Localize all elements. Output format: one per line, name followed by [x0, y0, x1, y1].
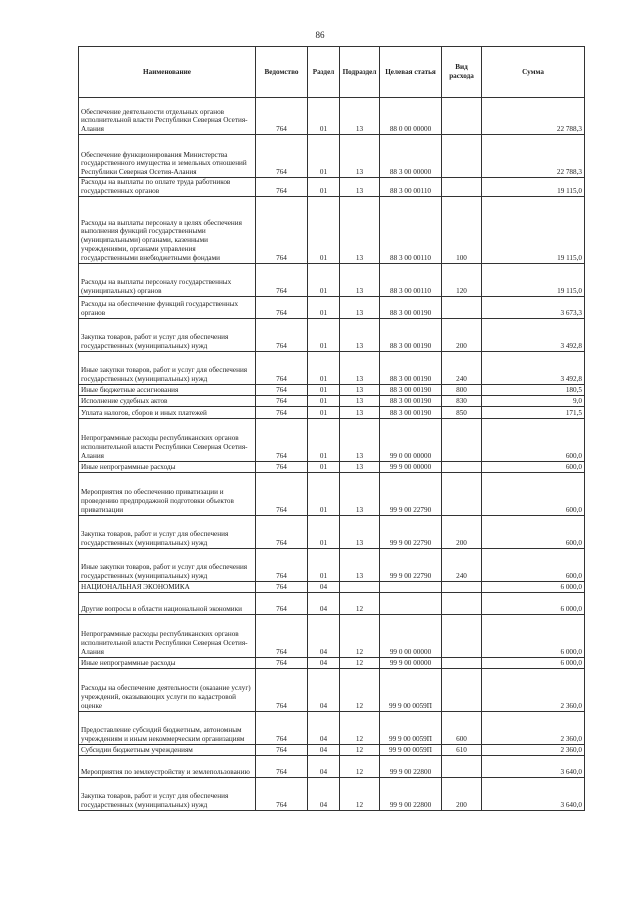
row-podrazdel: 13 — [340, 263, 380, 296]
row-vedomstvo: 764 — [256, 755, 308, 777]
row-podrazdel — [340, 581, 380, 592]
row-expense-type: 100 — [442, 196, 482, 263]
page-number: 86 — [315, 30, 325, 40]
row-sum: 6 000,0 — [482, 614, 585, 657]
row-sum: 171,5 — [482, 406, 585, 418]
row-target-article: 88 3 00 00190 — [380, 406, 442, 418]
row-name: Исполнение судебных актов — [79, 395, 256, 406]
header-podrazdel: Подраздел — [340, 47, 380, 98]
row-vedomstvo: 764 — [256, 711, 308, 744]
table-row — [79, 711, 585, 744]
row-razdel: 04 — [308, 744, 340, 755]
row-razdel: 01 — [308, 395, 340, 406]
row-target-article: 88 3 00 00110 — [380, 263, 442, 296]
table-row — [79, 614, 585, 657]
row-sum: 9,0 — [482, 395, 585, 406]
row-target-article: 88 0 00 00000 — [380, 98, 442, 135]
row-razdel: 01 — [308, 461, 340, 472]
row-target-article: 99 9 00 22790 — [380, 548, 442, 581]
row-name: Иные непрограммные расходы — [79, 657, 256, 668]
row-podrazdel: 12 — [340, 744, 380, 755]
row-razdel: 01 — [308, 196, 340, 263]
table-row — [79, 406, 585, 418]
row-expense-type — [442, 657, 482, 668]
row-vedomstvo: 764 — [256, 263, 308, 296]
row-sum: 6 000,0 — [482, 657, 585, 668]
table-row — [79, 755, 585, 777]
row-name: Закупка товаров, работ и услуг для обеспечения государственных (муниципальных) нужд — [79, 515, 256, 548]
row-podrazdel: 12 — [340, 777, 380, 810]
row-target-article — [380, 592, 442, 614]
row-podrazdel: 13 — [340, 135, 380, 178]
row-sum: 19 115,0 — [482, 263, 585, 296]
row-razdel: 01 — [308, 296, 340, 318]
row-name: Непрограммные расходы республиканских органов исполнительной власти Республики Северная Осетия-Алания — [79, 614, 256, 657]
row-podrazdel: 13 — [340, 548, 380, 581]
table-row — [79, 592, 585, 614]
table-row — [79, 744, 585, 755]
row-razdel: 04 — [308, 614, 340, 657]
row-podrazdel: 12 — [340, 592, 380, 614]
table-header-row — [79, 47, 585, 98]
row-razdel: 04 — [308, 581, 340, 592]
row-expense-type — [442, 418, 482, 461]
row-sum: 2 360,0 — [482, 744, 585, 755]
row-expense-type: 610 — [442, 744, 482, 755]
row-razdel: 01 — [308, 418, 340, 461]
row-podrazdel: 13 — [340, 406, 380, 418]
row-razdel: 01 — [308, 351, 340, 384]
row-razdel: 04 — [308, 755, 340, 777]
row-podrazdel: 13 — [340, 461, 380, 472]
row-expense-type — [442, 98, 482, 135]
row-podrazdel: 12 — [340, 668, 380, 711]
table-row — [79, 472, 585, 515]
row-name: Уплата налогов, сборов и иных платежей — [79, 406, 256, 418]
table-row — [79, 548, 585, 581]
row-name: Иные непрограммные расходы — [79, 461, 256, 472]
row-vedomstvo: 764 — [256, 395, 308, 406]
row-sum: 180,5 — [482, 384, 585, 395]
table-row — [79, 461, 585, 472]
row-podrazdel: 13 — [340, 515, 380, 548]
row-target-article: 99 9 00 22790 — [380, 472, 442, 515]
row-target-article: 99 9 00 22790 — [380, 515, 442, 548]
row-sum: 19 115,0 — [482, 178, 585, 197]
table-row — [79, 318, 585, 351]
row-vedomstvo: 764 — [256, 515, 308, 548]
row-sum: 22 788,3 — [482, 135, 585, 178]
row-target-article: 88 3 00 00190 — [380, 351, 442, 384]
row-vedomstvo: 764 — [256, 384, 308, 395]
row-target-article: 99 0 00 00000 — [380, 418, 442, 461]
row-vedomstvo: 764 — [256, 548, 308, 581]
row-sum: 600,0 — [482, 461, 585, 472]
row-podrazdel: 12 — [340, 657, 380, 668]
row-podrazdel: 13 — [340, 296, 380, 318]
row-vedomstvo: 764 — [256, 196, 308, 263]
row-razdel: 04 — [308, 711, 340, 744]
row-expense-type: 240 — [442, 351, 482, 384]
row-expense-type — [442, 581, 482, 592]
row-expense-type: 200 — [442, 318, 482, 351]
row-name: Мероприятия по землеустройству и землепользованию — [79, 755, 256, 777]
table-row — [79, 296, 585, 318]
row-target-article: 99 9 00 00000 — [380, 461, 442, 472]
row-sum: 3 640,0 — [482, 777, 585, 810]
row-razdel: 01 — [308, 515, 340, 548]
row-vedomstvo: 764 — [256, 135, 308, 178]
row-expense-type: 200 — [442, 777, 482, 810]
row-podrazdel: 12 — [340, 711, 380, 744]
row-podrazdel: 13 — [340, 351, 380, 384]
table-row — [79, 351, 585, 384]
table-row — [79, 263, 585, 296]
row-name: Предоставление субсидий бюджетным, автономным учреждениям и иным некоммерческим организациям — [79, 711, 256, 744]
row-sum: 2 360,0 — [482, 711, 585, 744]
table-row — [79, 196, 585, 263]
row-sum: 3 673,3 — [482, 296, 585, 318]
header-expense-type: Вид расхода — [442, 47, 482, 98]
table-row — [79, 777, 585, 810]
row-target-article: 88 3 00 00000 — [380, 135, 442, 178]
row-razdel: 01 — [308, 548, 340, 581]
header-target-article: Целевая статья — [380, 47, 442, 98]
row-sum: 19 115,0 — [482, 196, 585, 263]
row-sum: 3 492,8 — [482, 318, 585, 351]
row-podrazdel: 13 — [340, 196, 380, 263]
row-sum: 6 000,0 — [482, 592, 585, 614]
row-podrazdel: 13 — [340, 98, 380, 135]
row-name: Расходы на обеспечение деятельности (оказание услуг) учреждений, оказывающих услуги по кадастровой оценке — [79, 668, 256, 711]
row-target-article — [380, 581, 442, 592]
row-name: Субсидии бюджетным учреждениям — [79, 744, 256, 755]
row-podrazdel: 13 — [340, 178, 380, 197]
row-razdel: 01 — [308, 98, 340, 135]
header-razdel: Раздел — [308, 47, 340, 98]
row-expense-type — [442, 592, 482, 614]
row-sum: 2 360,0 — [482, 668, 585, 711]
row-vedomstvo: 764 — [256, 614, 308, 657]
row-name: Расходы на обеспечение функций государственных органов — [79, 296, 256, 318]
row-podrazdel: 13 — [340, 418, 380, 461]
row-name: Иные бюджетные ассигнования — [79, 384, 256, 395]
row-podrazdel: 13 — [340, 318, 380, 351]
table-row — [79, 384, 585, 395]
row-sum: 600,0 — [482, 515, 585, 548]
row-podrazdel: 13 — [340, 395, 380, 406]
row-vedomstvo: 764 — [256, 472, 308, 515]
row-name: НАЦИОНАЛЬНАЯ ЭКОНОМИКА — [79, 581, 256, 592]
row-target-article: 88 3 00 00110 — [380, 178, 442, 197]
table-row — [79, 581, 585, 592]
row-razdel: 01 — [308, 472, 340, 515]
row-target-article: 88 3 00 00110 — [380, 196, 442, 263]
header-name: Наименование — [79, 47, 256, 98]
row-podrazdel: 12 — [340, 755, 380, 777]
row-sum: 600,0 — [482, 418, 585, 461]
row-expense-type — [442, 135, 482, 178]
row-vedomstvo: 764 — [256, 668, 308, 711]
row-vedomstvo: 764 — [256, 406, 308, 418]
row-podrazdel: 12 — [340, 614, 380, 657]
row-sum: 22 788,3 — [482, 98, 585, 135]
row-vedomstvo: 764 — [256, 744, 308, 755]
row-sum: 600,0 — [482, 472, 585, 515]
row-vedomstvo: 764 — [256, 418, 308, 461]
row-name: Закупка товаров, работ и услуг для обеспечения государственных (муниципальных) нужд — [79, 318, 256, 351]
row-expense-type: 200 — [442, 515, 482, 548]
row-target-article: 99 9 00 00000 — [380, 657, 442, 668]
row-vedomstvo: 764 — [256, 777, 308, 810]
row-expense-type — [442, 296, 482, 318]
row-target-article: 99 9 00 0059П — [380, 744, 442, 755]
row-vedomstvo: 764 — [256, 581, 308, 592]
row-razdel: 01 — [308, 178, 340, 197]
header-sum: Сумма — [482, 47, 585, 98]
row-vedomstvo: 764 — [256, 592, 308, 614]
row-sum: 6 000,0 — [482, 581, 585, 592]
row-name: Мероприятия по обеспечению приватизации и проведению предпродажной подготовки объектов приватизации — [79, 472, 256, 515]
table-row — [79, 178, 585, 197]
row-podrazdel: 13 — [340, 472, 380, 515]
row-target-article: 88 3 00 00190 — [380, 384, 442, 395]
row-target-article: 88 3 00 00190 — [380, 318, 442, 351]
table-row — [79, 395, 585, 406]
row-vedomstvo: 764 — [256, 296, 308, 318]
row-expense-type — [442, 461, 482, 472]
row-expense-type — [442, 178, 482, 197]
header-vedomstvo: Ведомство — [256, 47, 308, 98]
row-name: Другие вопросы в области национальной экономики — [79, 592, 256, 614]
row-razdel: 04 — [308, 668, 340, 711]
row-target-article: 88 3 00 00190 — [380, 395, 442, 406]
row-name: Расходы на выплаты персоналу государственных (муниципальных) органов — [79, 263, 256, 296]
row-vedomstvo: 764 — [256, 657, 308, 668]
row-expense-type: 830 — [442, 395, 482, 406]
row-target-article: 99 9 00 0059П — [380, 668, 442, 711]
row-razdel: 04 — [308, 657, 340, 668]
row-target-article: 99 9 00 22800 — [380, 777, 442, 810]
table-row — [79, 98, 585, 135]
table-row — [79, 657, 585, 668]
row-name: Закупка товаров, работ и услуг для обеспечения государственных (муниципальных) нужд — [79, 777, 256, 810]
row-sum: 600,0 — [482, 548, 585, 581]
row-expense-type — [442, 668, 482, 711]
row-razdel: 04 — [308, 592, 340, 614]
row-name: Иные закупки товаров, работ и услуг для обеспечения государственных (муниципальных) нужд — [79, 548, 256, 581]
row-name: Иные закупки товаров, работ и услуг для обеспечения государственных (муниципальных) нужд — [79, 351, 256, 384]
row-expense-type — [442, 755, 482, 777]
row-vedomstvo: 764 — [256, 98, 308, 135]
row-vedomstvo: 764 — [256, 178, 308, 197]
row-expense-type — [442, 614, 482, 657]
row-target-article: 99 0 00 00000 — [380, 614, 442, 657]
row-expense-type: 600 — [442, 711, 482, 744]
row-vedomstvo: 764 — [256, 461, 308, 472]
row-name: Обеспечение функционирования Министерства государственного имущества и земельных отношений Республики Северная Осетия-Алания — [79, 135, 256, 178]
row-expense-type: 240 — [442, 548, 482, 581]
row-name: Расходы на выплаты по оплате труда работников государственных органов — [79, 178, 256, 197]
row-target-article: 99 9 00 22800 — [380, 755, 442, 777]
table-row — [79, 668, 585, 711]
row-razdel: 04 — [308, 777, 340, 810]
row-expense-type: 850 — [442, 406, 482, 418]
row-name: Обеспечение деятельности отдельных органов исполнительной власти Республики Северная Осетия-Алания — [79, 98, 256, 135]
row-expense-type — [442, 472, 482, 515]
row-vedomstvo: 764 — [256, 351, 308, 384]
row-razdel: 01 — [308, 263, 340, 296]
table-row — [79, 418, 585, 461]
table-row — [79, 515, 585, 548]
table-row — [79, 135, 585, 178]
row-expense-type: 120 — [442, 263, 482, 296]
row-target-article: 99 9 00 0059П — [380, 711, 442, 744]
row-podrazdel: 13 — [340, 384, 380, 395]
row-razdel: 01 — [308, 406, 340, 418]
row-name: Расходы на выплаты персоналу в целях обеспечения выполнения функций государственными (муниципальными) органами, казенными учреждениями, органами управления государственными внебюджетными фондами — [79, 196, 256, 263]
row-vedomstvo: 764 — [256, 318, 308, 351]
row-target-article: 88 3 00 00190 — [380, 296, 442, 318]
row-razdel: 01 — [308, 384, 340, 395]
row-razdel: 01 — [308, 318, 340, 351]
row-name: Непрограммные расходы республиканских органов исполнительной власти Республики Северная Осетия-Алания — [79, 418, 256, 461]
budget-table — [78, 46, 585, 811]
row-sum: 3 640,0 — [482, 755, 585, 777]
row-expense-type: 800 — [442, 384, 482, 395]
row-sum: 3 492,8 — [482, 351, 585, 384]
row-razdel: 01 — [308, 135, 340, 178]
